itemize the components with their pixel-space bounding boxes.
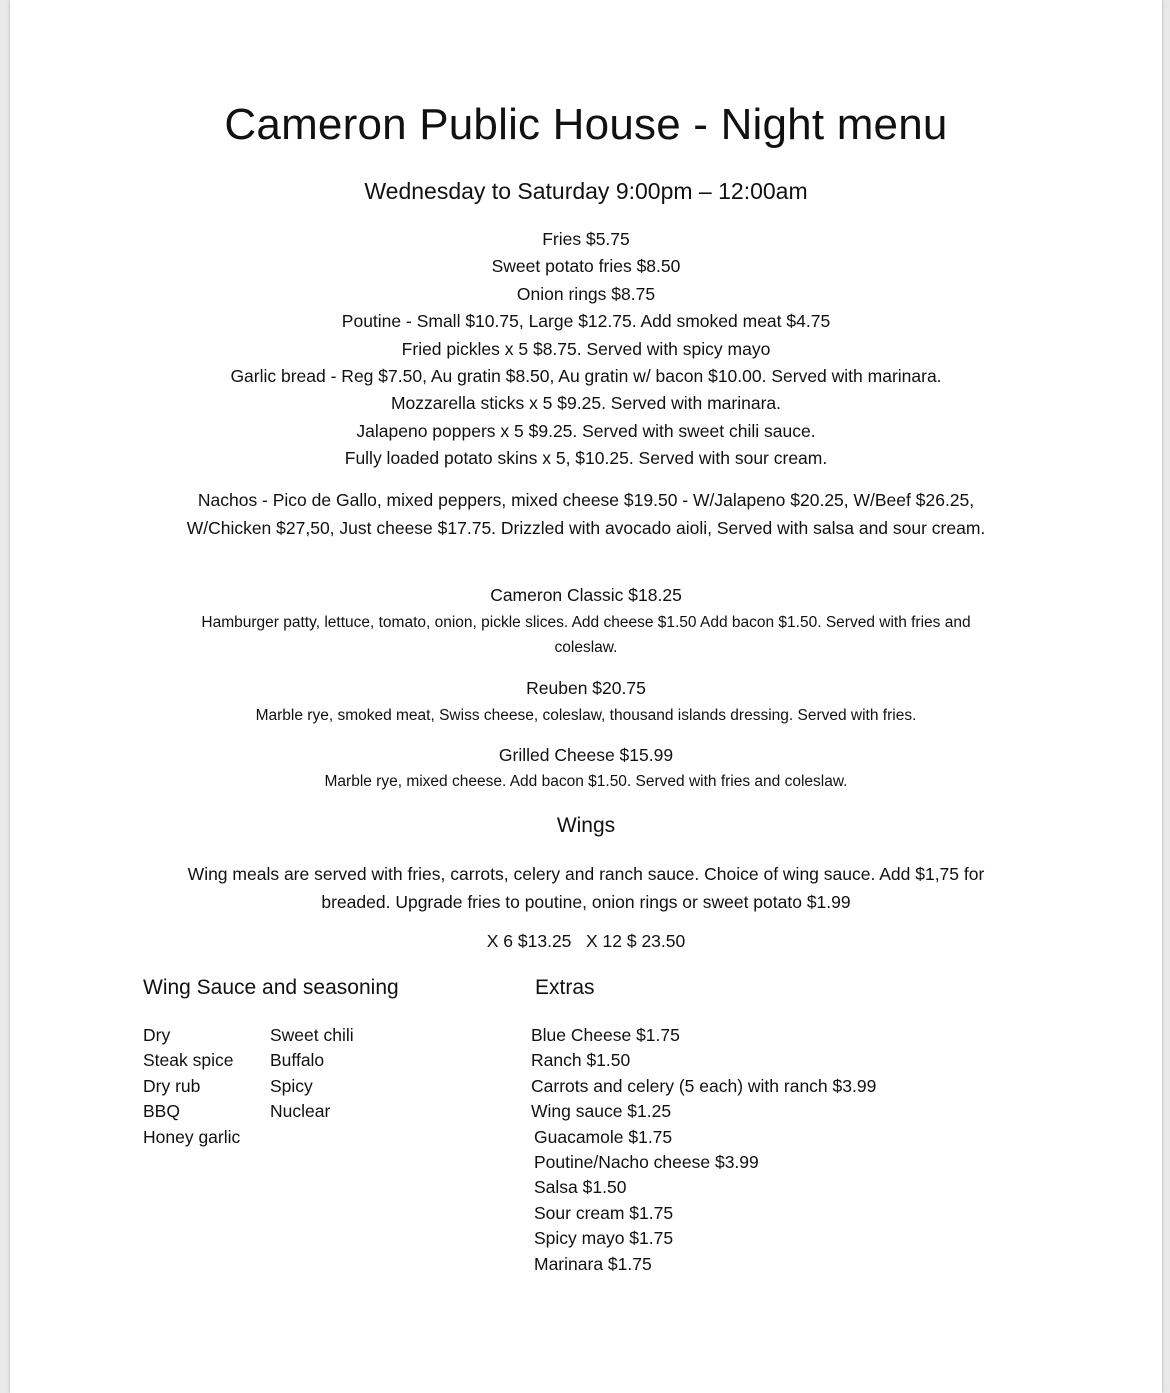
list-item: Garlic bread - Reg $7.50, Au gratin $8.50, Au gratin w/ bacon $10.00. Served with marinara. xyxy=(230,366,942,387)
burger-description xyxy=(10,610,1162,660)
nachos-line: W/Chicken $27,50, Just cheese $17.75. Drizzled with avocado aioli, Served with salsa and sour cream. xyxy=(186,518,986,538)
list-item: Mozzarella sticks x 5 $9.25. Served with marinara. xyxy=(390,393,782,414)
list-item: Dry rub xyxy=(143,1075,201,1096)
list-item: Wing sauce $1.25 xyxy=(531,1101,672,1122)
description-line: Hamburger patty, lettuce, tomato, onion, pickle slices. Add cheese $1.50 Add bacon $1.50. Served with fries and xyxy=(201,614,971,631)
extras-heading: Extras xyxy=(535,976,595,999)
wings-prices: X 6 $13.25 X 12 $ 23.50 xyxy=(486,931,686,951)
page-title: Cameron Public House - Night menu xyxy=(224,100,948,149)
appetizer-list xyxy=(10,226,1162,473)
list-item: Fries $5.75 xyxy=(542,229,630,249)
nachos-item xyxy=(10,486,1162,542)
list-item: Sweet chili xyxy=(270,1025,354,1045)
list-item: Dry xyxy=(143,1025,171,1045)
list-item: Buffalo xyxy=(270,1050,325,1071)
list-item: BBQ xyxy=(143,1101,180,1122)
menu-page xyxy=(10,0,1162,1393)
sauces-heading: Wing Sauce and seasoning xyxy=(143,976,399,999)
list-item: Jalapeno poppers x 5 $9.25. Served with sweet chili sauce. xyxy=(356,420,816,441)
list-item: Spicy xyxy=(270,1075,313,1096)
list-item: Honey garlic xyxy=(143,1126,241,1147)
description-line: Wing meals are served with fries, carrots, celery and ranch sauce. Choice of wing sauce. Add $1,75 for xyxy=(187,864,985,884)
description-line: breaded. Upgrade fries to poutine, onion rings or sweet potato $1.99 xyxy=(321,892,851,912)
list-item: Nuclear xyxy=(270,1101,331,1122)
list-item: Onion rings $8.75 xyxy=(516,283,656,304)
list-item: Guacamole $1.75 xyxy=(534,1126,673,1147)
burger-description: Marble rye, mixed cheese. Add bacon $1.50. Served with fries and coleslaw. xyxy=(324,773,848,790)
list-item: Sweet potato fries $8.50 xyxy=(491,256,681,277)
list-item: Ranch $1.50 xyxy=(531,1050,631,1071)
extras-list xyxy=(531,1023,876,1277)
burger-name: Reuben $20.75 xyxy=(526,678,646,698)
burger-name: Cameron Classic $18.25 xyxy=(490,585,682,605)
list-item: Blue Cheese $1.75 xyxy=(531,1025,680,1045)
list-item: Salsa $1.50 xyxy=(534,1177,627,1198)
wings-heading: Wings xyxy=(556,814,616,837)
list-item: Sour cream $1.75 xyxy=(534,1202,674,1223)
sauce-list-left xyxy=(143,1023,240,1150)
wings-description xyxy=(10,860,1162,916)
burger-name: Grilled Cheese $15.99 xyxy=(498,745,674,765)
list-item: Carrots and celery (5 each) with ranch $3.99 xyxy=(531,1075,877,1096)
sauce-list-right xyxy=(270,1023,354,1125)
list-item: Fried pickles x 5 $8.75. Served with spicy mayo xyxy=(401,338,771,359)
description-line: coleslaw. xyxy=(554,639,618,656)
list-item: Steak spice xyxy=(143,1050,234,1071)
list-item: Poutine - Small $10.75, Large $12.75. Add smoked meat $4.75 xyxy=(341,311,831,332)
list-item: Marinara $1.75 xyxy=(534,1253,652,1274)
list-item: Poutine/Nacho cheese $3.99 xyxy=(534,1152,759,1173)
list-item: Fully loaded potato skins x 5, $10.25. Served with sour cream. xyxy=(344,448,828,469)
list-item: Spicy mayo $1.75 xyxy=(534,1228,674,1249)
burger-description: Marble rye, smoked meat, Swiss cheese, coleslaw, thousand islands dressing. Served with fries. xyxy=(255,707,917,724)
nachos-line: Nachos - Pico de Gallo, mixed peppers, mixed cheese $19.50 - W/Jalapeno $20.25, W/Beef $26.25, xyxy=(197,490,975,510)
hours-subtitle: Wednesday to Saturday 9:00pm – 12:00am xyxy=(364,178,808,204)
